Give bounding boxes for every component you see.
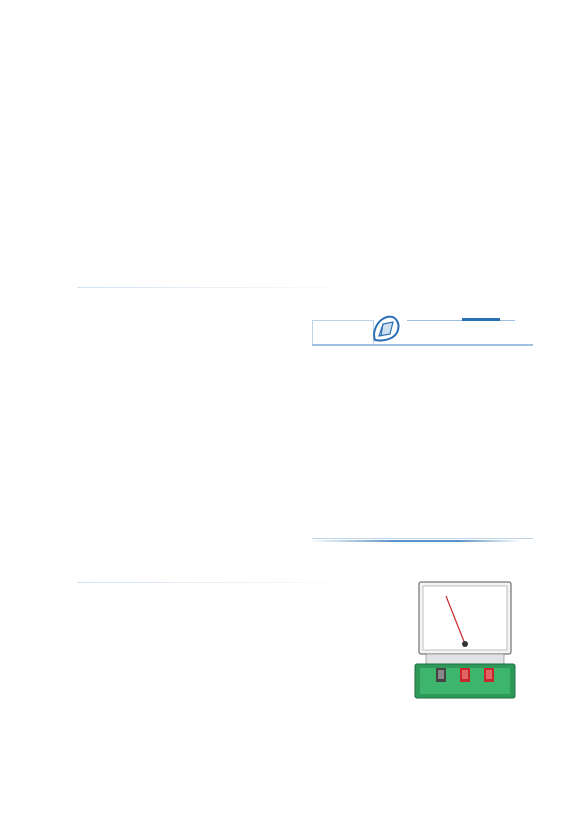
- section-rule: [77, 287, 367, 288]
- needle-pivot: [462, 641, 468, 647]
- section-rule: [77, 582, 367, 583]
- info-accent-bar: [462, 318, 500, 321]
- meter-panel: [426, 654, 504, 664]
- page-footer: [396, 746, 402, 760]
- book-icon: [369, 314, 403, 344]
- info-tab-label: [312, 320, 374, 344]
- ammeter-figure: [414, 578, 516, 704]
- decorative-blue-rule: [310, 540, 522, 542]
- page-title: [77, 60, 117, 95]
